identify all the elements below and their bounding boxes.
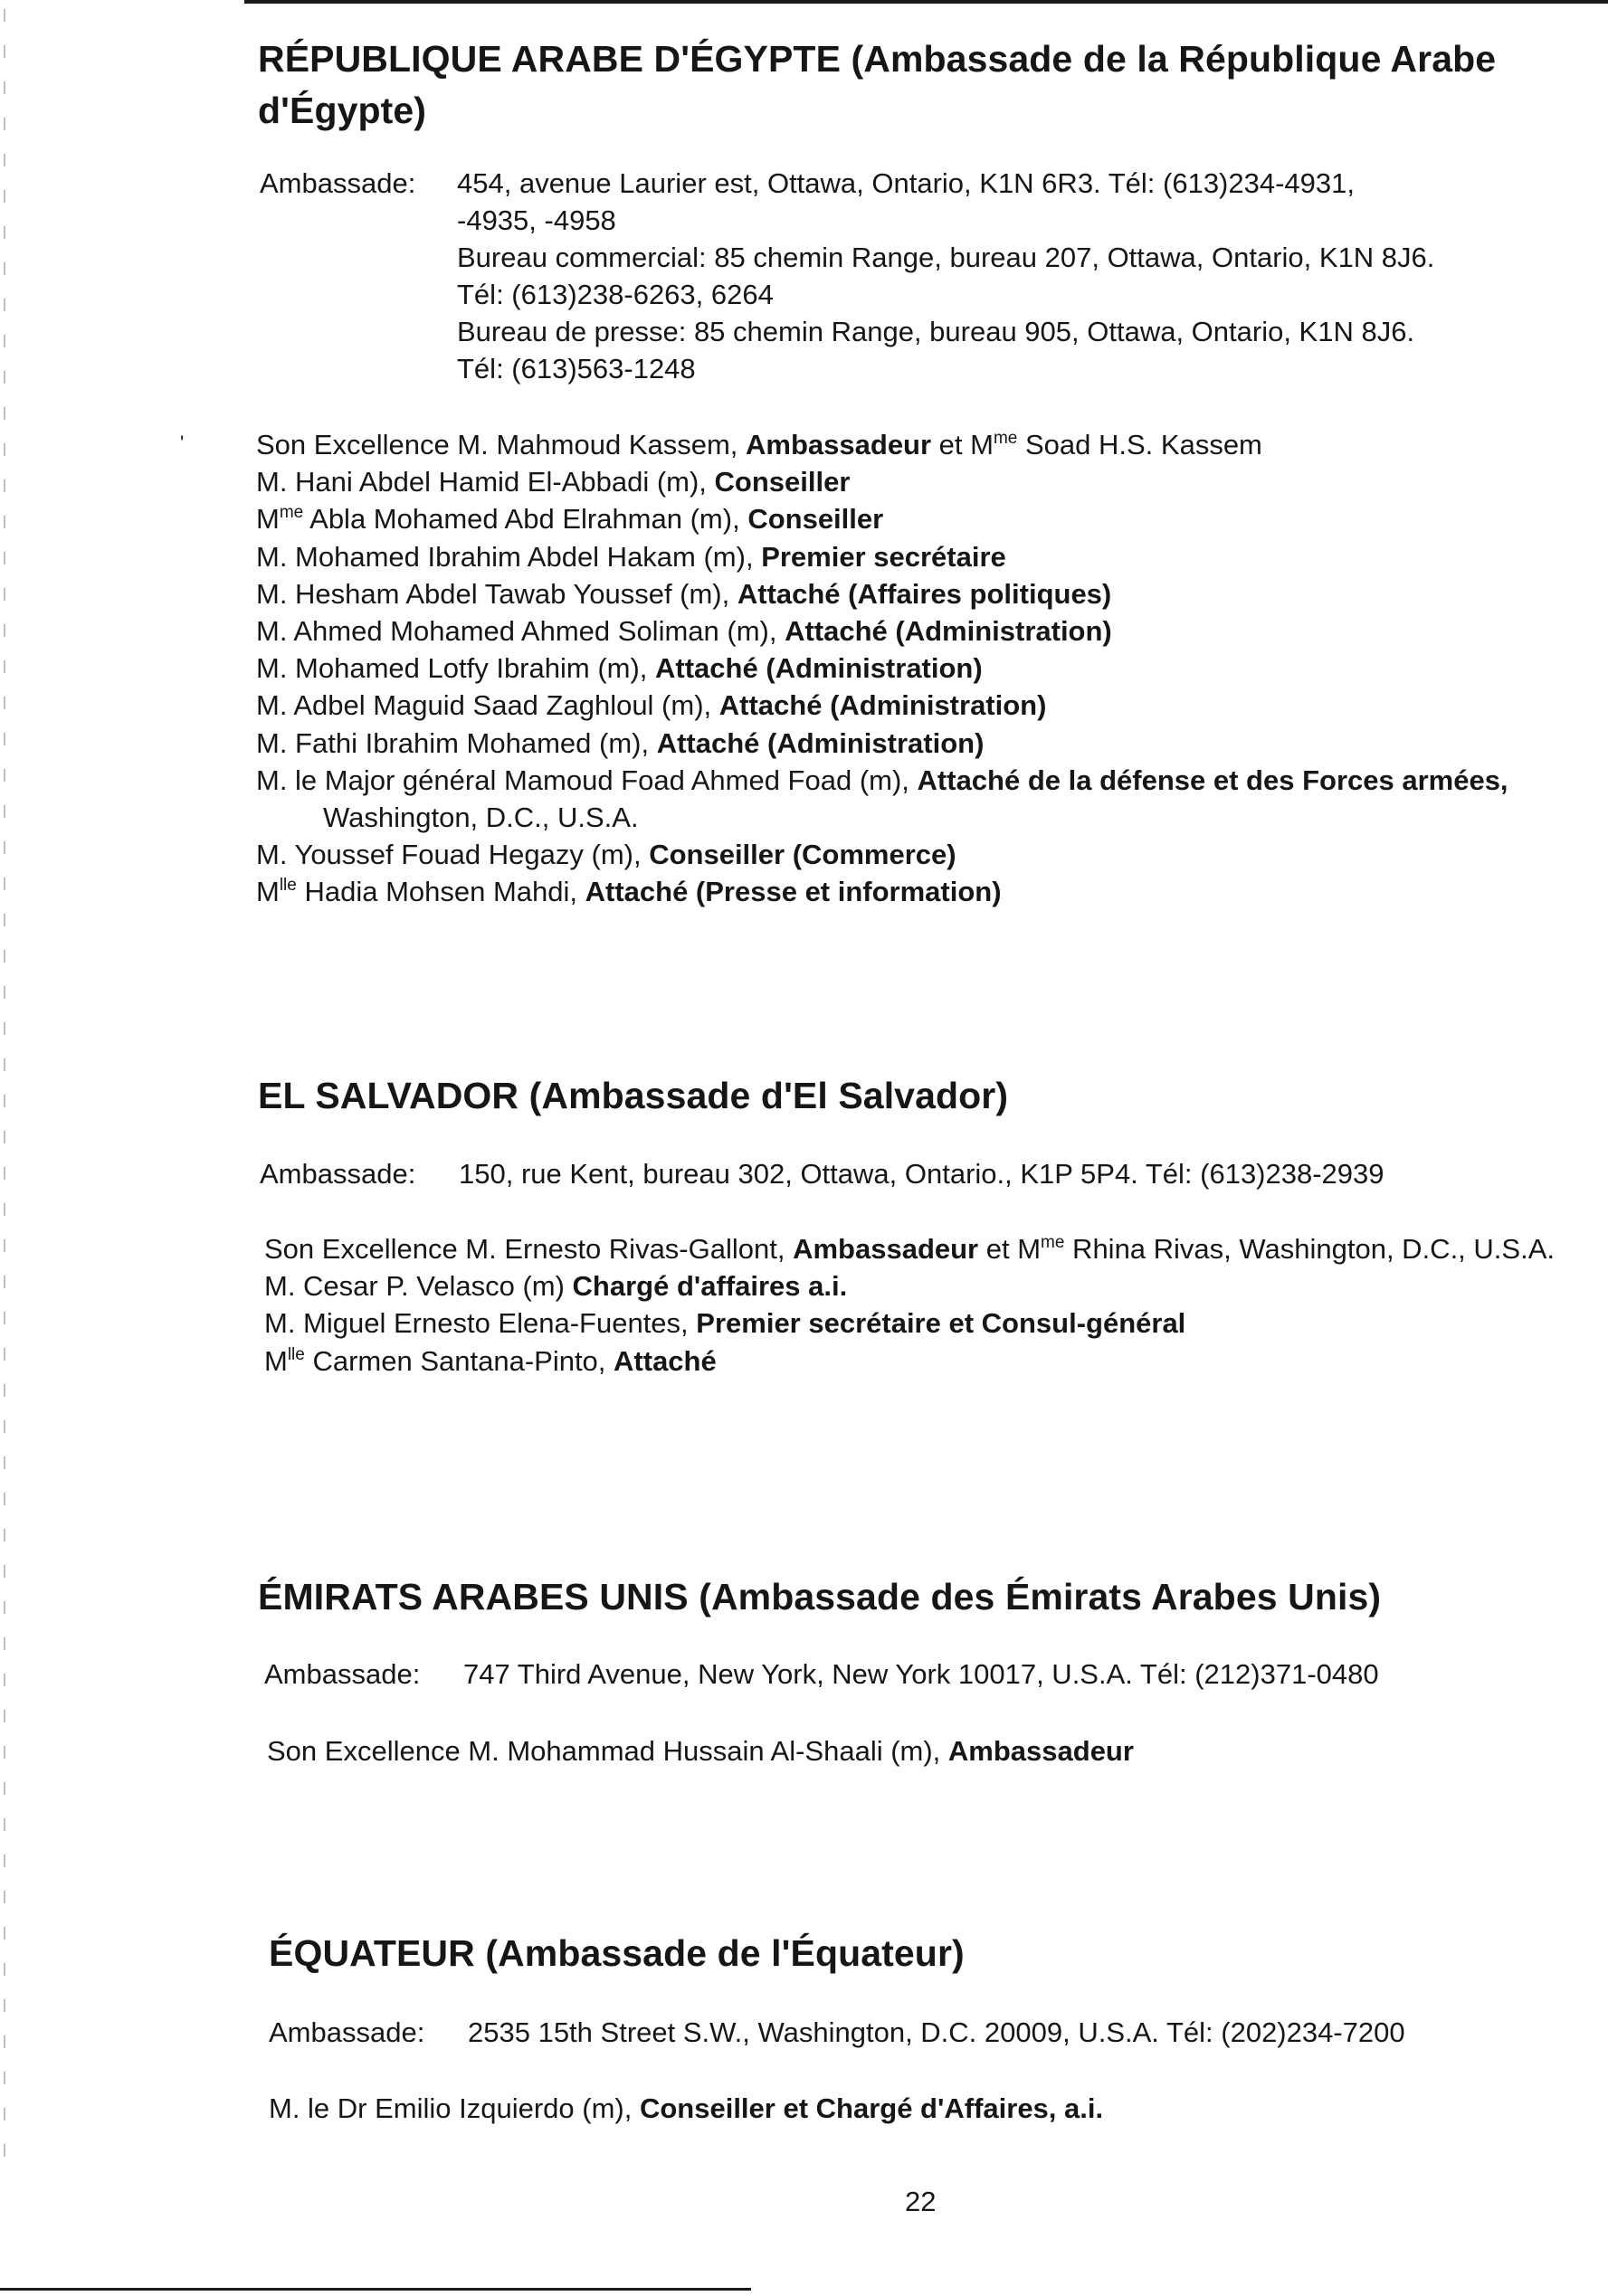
personnel-title: Attaché	[614, 1344, 717, 1377]
personnel-list	[267, 1732, 1588, 1769]
personnel-title: Ambassadeur	[746, 429, 932, 460]
personnel-entry: M. Miguel Ernesto Elena-Fuentes, Premier secrétaire et Consul-général	[264, 1307, 1186, 1340]
top-rule	[244, 0, 1608, 4]
section-heading: EL SALVADOR (Ambassade d'El Salvador)	[258, 1075, 1009, 1116]
address-line: 150, rue Kent, bureau 302, Ottawa, Ontario., K1P 5P4. Tél: (613)238-2939	[459, 1158, 1384, 1190]
personnel-title: Conseiller	[747, 503, 884, 536]
personnel-title: Attaché (Presse et information)	[585, 876, 1002, 908]
personnel-title: Ambassadeur	[947, 1735, 1134, 1767]
personnel-entry: M. le Dr Emilio Izquierdo (m), Conseiller et Chargé d'Affaires, a.i.	[269, 2092, 1104, 2124]
address-line: 2535 15th Street S.W., Washington, D.C. 20009, U.S.A. Tél: (202)234-7200	[468, 2016, 1405, 2048]
personnel-title: Ambassadeur	[793, 1233, 979, 1265]
address-line: 747 Third Avenue, New York, New York 10017, U.S.A. Tél: (212)371-0480	[463, 1658, 1379, 1690]
personnel-entry: Son Excellence M. Ernesto Rivas-Gallont, Ambassadeur et $M^{me}$ Rhina Rivas, Washington, D.C., U.S.A.	[264, 1233, 1555, 1265]
personnel-title: Attaché de la défense et des Forces armées,	[917, 764, 1508, 796]
address-label: Ambassade:	[260, 167, 416, 199]
section-heading: ÉQUATEUR (Ambassade de l'Équateur)	[269, 1932, 965, 1974]
personnel-entry: M. Adbel Maguid Saad Zaghloul (m), Attaché (Administration)	[256, 689, 1047, 722]
page-number: 22	[905, 2186, 937, 2217]
personnel-entry: $M^{me}$ Abla Mohamed Abd Elrahman (m), Conseiller	[256, 503, 884, 536]
personnel-entry: M. Hesham Abdel Tawab Youssef (m), Attaché (Affaires politiques)	[256, 577, 1112, 610]
personnel-entry: ' Son Excellence M. Mahmoud Kassem, Ambassadeur et $M^{me}$ Soad H.S. Kassem	[180, 429, 1262, 460]
bottom-rule	[0, 2288, 751, 2291]
personnel-title: Attaché (Administration)	[785, 615, 1112, 648]
personnel-list	[180, 426, 1577, 911]
personnel-title: Premier secrétaire et Consul-général	[696, 1307, 1186, 1340]
address-line: -4935, -4958	[457, 204, 616, 236]
personnel-title: Attaché (Affaires politiques)	[737, 577, 1112, 610]
personnel-title: Conseiller et Chargé d'Affaires, a.i.	[639, 2092, 1104, 2124]
address-label: Ambassade:	[264, 1658, 421, 1690]
section-heading: RÉPUBLIQUE ARABE D'ÉGYPTE (Ambassade de la République Arabe d'Égypte)	[258, 38, 1497, 131]
personnel-title: Attaché (Administration)	[718, 689, 1047, 722]
personnel-entry: M. Youssef Fouad Hegazy (m), Conseiller (Commerce)	[256, 839, 956, 871]
address-line: Tél: (613)563-1248	[457, 353, 696, 384]
personnel-entry: $M^{lle}$ Hadia Mohsen Mahdi, Attaché (Presse et information)	[256, 876, 1002, 908]
address-line: Bureau de presse: 85 chemin Range, bureau 905, Ottawa, Ontario, K1N 8J6.	[457, 316, 1415, 347]
personnel-list	[269, 2090, 1590, 2127]
address-line: Tél: (613)238-6263, 6264	[457, 279, 774, 310]
personnel-entry: M. Ahmed Mohamed Ahmed Soliman (m), Attaché (Administration)	[256, 615, 1112, 648]
address-line: Bureau commercial: 85 chemin Range, bureau 207, Ottawa, Ontario, K1N 8J6.	[457, 242, 1435, 273]
address-lines	[457, 165, 1588, 387]
personnel-title: Conseiller (Commerce)	[649, 839, 956, 871]
personnel-entry: M. Fathi Ibrahim Mohamed (m), Attaché (Administration)	[256, 726, 985, 759]
scan-edge	[4, 9, 5, 2162]
personnel-entry: Son Excellence M. Mohammad Hussain Al-Shaali (m), Ambassadeur	[267, 1735, 1134, 1767]
personnel-title: Attaché (Administration)	[656, 726, 985, 759]
personnel-title: Conseiller	[714, 466, 851, 498]
personnel-entry: $M^{lle}$ Carmen Santana-Pinto, Attaché	[264, 1344, 717, 1377]
personnel-entry: M. Cesar P. Velasco (m) Chargé d'affaires a.i.	[264, 1270, 848, 1303]
personnel-title: Attaché (Administration)	[655, 652, 983, 685]
personnel-list	[264, 1230, 1555, 1380]
personnel-title: Chargé d'affaires a.i.	[572, 1270, 848, 1303]
address-label: Ambassade:	[269, 2016, 425, 2048]
address-line: 454, avenue Laurier est, Ottawa, Ontario, K1N 6R3. Tél: (613)234-4931,	[457, 167, 1355, 199]
personnel-title: Premier secrétaire	[761, 540, 1006, 573]
section-heading: ÉMIRATS ARABES UNIS (Ambassade des Émirats Arabes Unis)	[258, 1576, 1382, 1618]
personnel-entry: M. Mohamed Lotfy Ibrahim (m), Attaché (Administration)	[256, 652, 983, 685]
personnel-entry: M. le Major général Mamoud Foad Ahmed Foad (m), Attaché de la défense et des Forces armées, Washington, D.C., U.S.A.	[256, 764, 1508, 834]
personnel-entry: M. Mohamed Ibrahim Abdel Hakam (m), Premier secrétaire	[256, 540, 1006, 573]
personnel-entry: M. Hani Abdel Hamid El-Abbadi (m), Conseiller	[256, 466, 851, 498]
address-label: Ambassade:	[260, 1158, 416, 1190]
